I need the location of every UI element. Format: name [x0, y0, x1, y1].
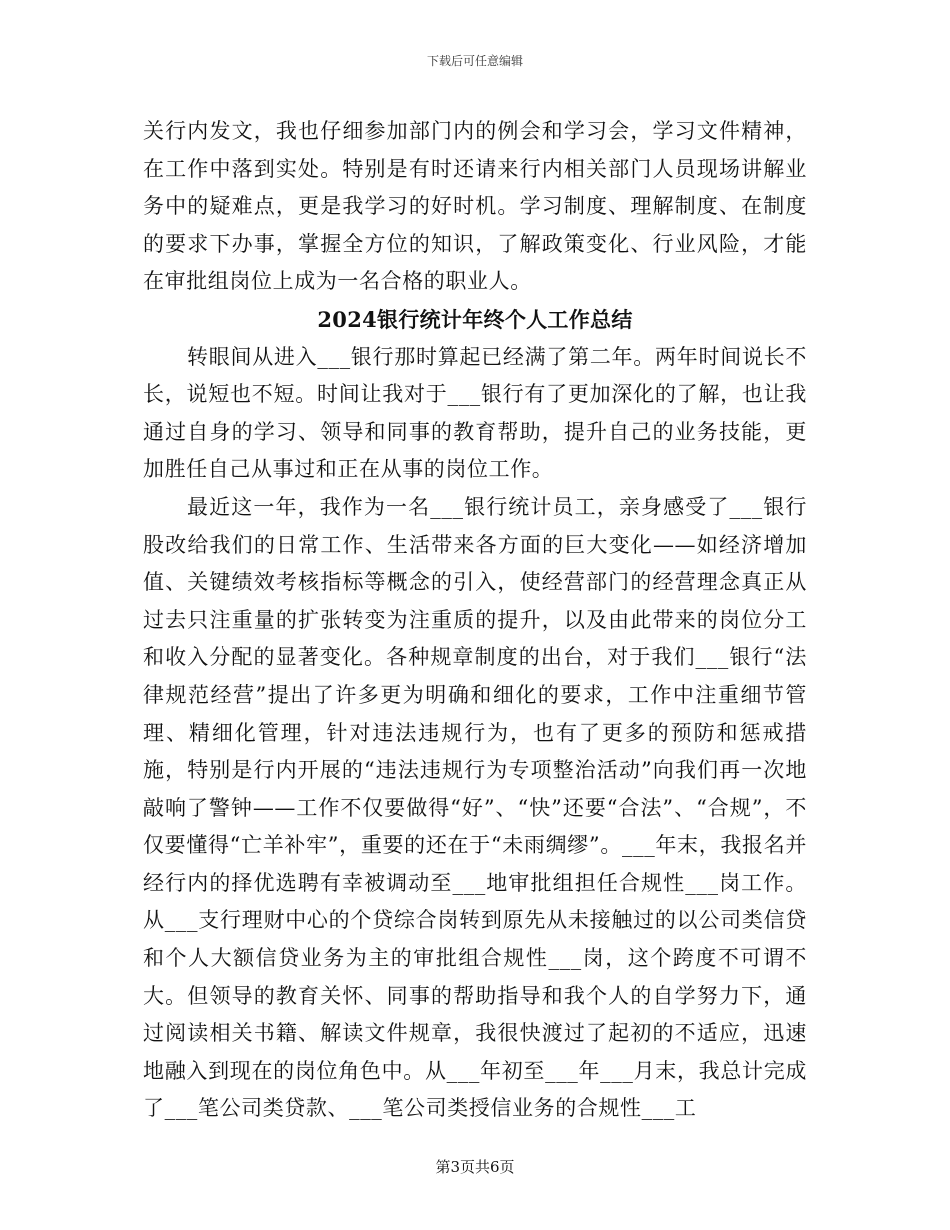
- intro-paragraph: 关行内发文，我也仔细参加部门内的例会和学习会，学习文件精神，在工作中落到实处。特别是有时还请来行内相关部门人员现场讲解业务中的疑难点，更是我学习的好时机。学习制度、理解制度、在制度的要求下办事，掌握全方位的知识，了解政策变化、行业风险，才能在审批组岗位上成为一名合格的职业人。: [143, 119, 807, 294]
- body-paragraph-2: 最近这一年，我作为一名___银行统计员工，亲身感受了___银行股改给我们的日常工作、生活带来各方面的巨大变化——如经济增加值、关键绩效考核指标等概念的引入，使经营部门的经营理念真正从过去只注重量的扩张转变为注重质的提升，以及由此带来的岗位分工和收入分配的显著变化。各种规章制度的出台，对于我们___银行“法律规范经营”提出了许多更为明确和细化的要求，工作中注重细节管理、精细化管理，针对违法违规行为，也有了更多的预防和惩戒措施，特别是行内开展的“违法违规行为专项整治活动”向我们再一次地敲响了警钟——工作不仅要做得“好”、“快”还要“合法”、“合规”，不仅要懂得“亡羊补牢”，重要的还在于“未雨绸缪”。___年末，我报名并经行内的择优选聘有幸被调动至___地审批组担任合规性___岗工作。从___支行理财中心的个贷综合岗转到原先从未接触过的以公司类信贷和个人大额信贷业务为主的审批组合规性___岗，这个跨度不可谓不大。但领导的教育关怀、同事的帮助指导和我个人的自学努力下，通过阅读相关书籍、解读文件规章，我很快渡过了起初的不适应，迅速地融入到现在的岗位角色中。从___年初至___年___月末，我总计完成了___笔公司类贷款、___笔公司类授信业务的合规性___工: [143, 494, 807, 1121]
- page-header-note: 下载后可任意编辑: [426, 54, 523, 68]
- body-paragraph-1: 转眼间从进入___银行那时算起已经满了第二年。两年时间说长不长，说短也不短。时间让我对于___银行有了更加深化的了解，也让我通过自身的学习、领导和同事的教育帮助，提升自己的业务技能，更加胜任自己从事过和正在从事的岗位工作。: [143, 344, 807, 482]
- document-body: [143, 113, 807, 1128]
- page-footer-indicator: 第3页共6页: [435, 1158, 515, 1176]
- section-title: 2024银行统计年终个人工作总结: [317, 306, 633, 332]
